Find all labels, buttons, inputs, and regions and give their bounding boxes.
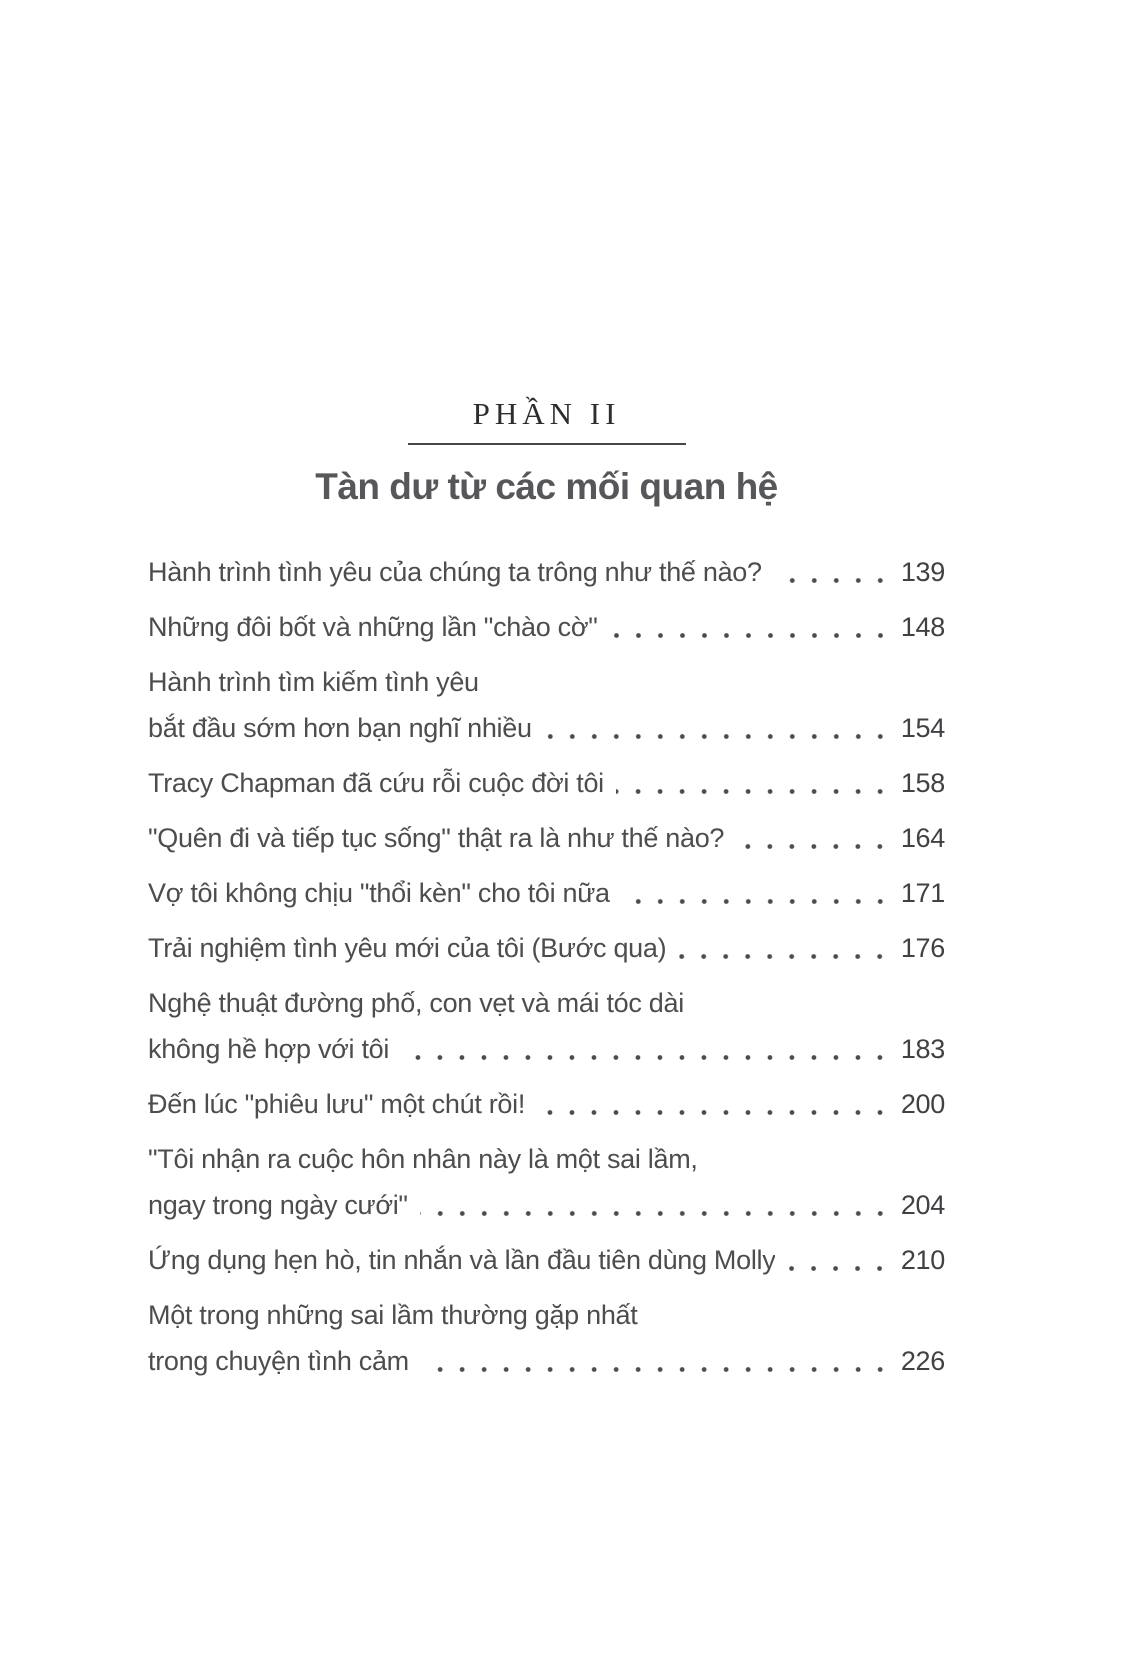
toc-entry-page: 176 <box>900 933 945 963</box>
dot-leader <box>622 898 891 905</box>
part-title: Tàn dư từ các mối quan hệ <box>315 466 778 507</box>
toc-entry-title: Ứng dụng hẹn hò, tin nhắn và lần đầu tiên dùng Molly <box>148 1245 776 1275</box>
toc-entry-line1: "Tôi nhận ra cuộc hôn nhân này là một sai lầm, <box>148 1144 698 1174</box>
toc-entry-title: Trải nghiệm tình yêu mới của tôi (Bước qua) <box>148 933 667 963</box>
dot-leader <box>420 1210 891 1217</box>
toc-entry-title: trong chuyện tình cảm <box>148 1346 409 1376</box>
toc-entry-page: 158 <box>900 768 945 798</box>
toc-list <box>148 549 945 1384</box>
dot-leader <box>736 843 891 850</box>
toc-entry-page: 164 <box>900 823 945 853</box>
toc-entry-page: 200 <box>900 1089 945 1119</box>
toc-content <box>148 396 945 1393</box>
toc-entry-title: Tracy Chapman đã cứu rỗi cuộc đời tôi <box>148 768 604 798</box>
toc-entry-title: "Quên đi và tiếp tục sống" thật ra là như thế nào? <box>148 823 725 853</box>
toc-entry <box>148 549 945 595</box>
dot-leader <box>401 1054 891 1061</box>
toc-entry-page: 210 <box>900 1245 945 1275</box>
toc-entry-title: Vợ tôi không chịu "thổi kèn" cho tôi nữa <box>148 878 610 908</box>
dot-leader <box>787 1265 891 1272</box>
dot-leader <box>678 953 891 960</box>
toc-entry <box>148 870 945 916</box>
dot-leader <box>421 1366 891 1373</box>
toc-entry-title: Đến lúc "phiêu lưu" một chút rồi! <box>148 1089 526 1119</box>
dot-leader <box>537 1109 891 1116</box>
toc-entry-line1: Hành trình tìm kiếm tình yêu <box>148 667 479 697</box>
toc-entry <box>148 1136 945 1228</box>
toc-entry-line1: Một trong những sai lầm thường gặp nhất <box>148 1300 638 1330</box>
toc-entry <box>148 604 945 650</box>
part-label: PHẦN II <box>472 396 621 431</box>
dot-leader <box>774 577 891 584</box>
dot-leader <box>610 632 891 639</box>
toc-entry-page: 183 <box>900 1034 945 1064</box>
toc-entry <box>148 760 945 806</box>
toc-entry <box>148 925 945 971</box>
toc-entry <box>148 980 945 1072</box>
toc-entry-title: ngay trong ngày cưới" <box>148 1190 408 1220</box>
dot-leader <box>544 733 891 740</box>
toc-entry <box>148 1237 945 1283</box>
toc-entry-page: 148 <box>900 612 945 642</box>
toc-entry-title: không hề hợp với tôi <box>148 1034 390 1064</box>
toc-entry-page: 139 <box>900 557 945 587</box>
toc-entry <box>148 659 945 751</box>
toc-entry-title: Hành trình tình yêu của chúng ta trông như thế nào? <box>148 557 762 587</box>
toc-entry-title: Những đôi bốt và những lần "chào cờ" <box>148 612 598 642</box>
toc-entry-title: bắt đầu sớm hơn bạn nghĩ nhiều <box>148 713 532 743</box>
toc-entry-page: 204 <box>900 1190 945 1220</box>
toc-entry-page: 226 <box>900 1346 945 1376</box>
dot-leader <box>616 788 891 795</box>
toc-entry-page: 171 <box>900 878 945 908</box>
toc-entry-page: 154 <box>900 713 945 743</box>
toc-entry <box>148 815 945 861</box>
toc-entry <box>148 1292 945 1384</box>
toc-entry-line1: Nghệ thuật đường phố, con vẹt và mái tóc dài <box>148 988 684 1018</box>
part-divider <box>408 443 686 445</box>
toc-entry <box>148 1081 945 1127</box>
